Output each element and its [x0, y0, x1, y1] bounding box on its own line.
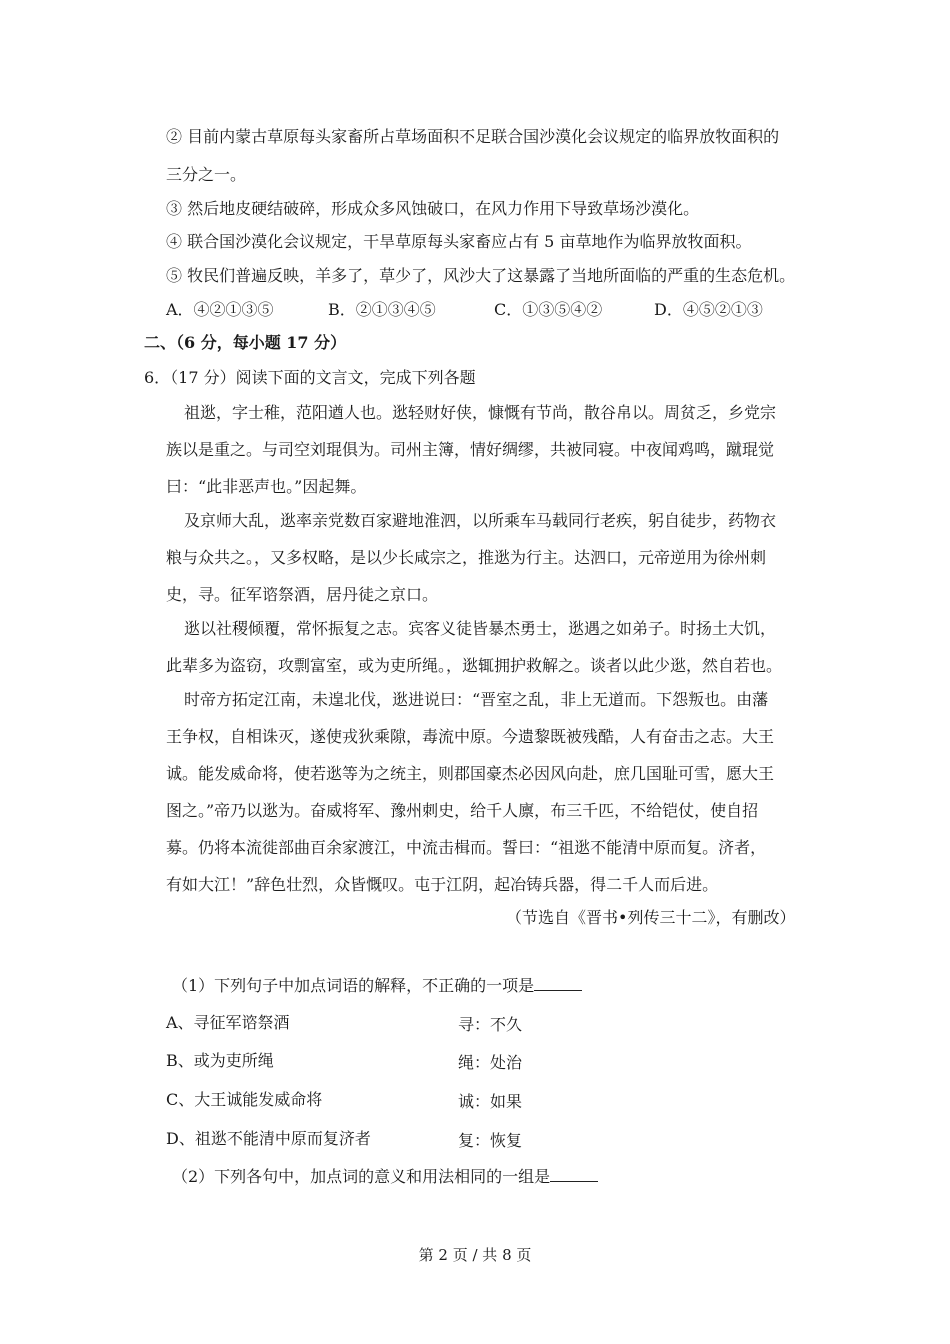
- passage-line: 募。仍将本流徙部曲百余家渡江，中流击楫而。誓曰：“祖逖不能清中原而复。济者，: [166, 838, 767, 857]
- sub2-question: [172, 1167, 598, 1187]
- page-number: 第 2 页 / 共 8 页: [418, 1246, 532, 1264]
- passage-line: 逖以社稷倾覆，常怀振复之志。宾客义徒皆暴杰勇士，逖遇之如弟子。时扬土大饥，: [184, 619, 777, 638]
- passage-line: 及京师大乱，逖率亲党数百家避地淮泗，以所乘车马载同行老疾，躬自徒步，药物衣: [184, 511, 777, 530]
- sub1-option-c-sentence: C、大王诚能发威命将: [166, 1090, 323, 1109]
- passage-line: 曰：“此非恶声也。”因起舞。: [166, 477, 367, 496]
- passage-line: 王争权，自相诛灭，遂使戎狄乘隙，毒流中原。今遗黎既被残酷，人有奋击之志。大王: [166, 727, 775, 746]
- passage-line: 祖逖，字士稚，范阳遒人也。逖轻财好侠，慷慨有节尚，散谷帛以。周贫乏，乡党宗: [184, 403, 777, 422]
- q5-option-b: B．②①③④⑤: [328, 300, 436, 319]
- passage-line: 有如大江！”辞色壮烈，众皆慨叹。屯于江阴，起冶铸兵器，得二千人而后进。: [166, 875, 719, 894]
- sub1-option-a-sentence: A、寻征军谘祭酒: [166, 1013, 290, 1032]
- sub1-option-a-gloss: 寻：不久: [458, 1015, 523, 1034]
- passage-source: （节选自《晋书•列传三十二》，有删改）: [506, 908, 796, 927]
- sub1-option-d-gloss: 复：恢复: [458, 1131, 523, 1150]
- sub1-question: [172, 976, 582, 996]
- q5-option-d: D．④⑤②①③: [654, 300, 763, 319]
- answer-blank[interactable]: [550, 1167, 598, 1182]
- passage-line: 粮与众共之。，又多权略，是以少长咸宗之，推逖为行主。达泗口，元帝逆用为徐州刺: [166, 548, 767, 567]
- sub1-question-text: （1）下列句子中加点词语的解释，不正确的一项是: [172, 976, 535, 995]
- q6-title: 6．（17 分）阅读下面的文言文，完成下列各题: [144, 368, 476, 387]
- passage-line: 族以是重之。与司空刘琨俱为。司州主簿，情好绸缪，共被同寝。中夜闻鸡鸣，蹴琨觉: [166, 440, 775, 459]
- q5-item-3: ③ 然后地皮硬结破碎，形成众多风蚀破口，在风力作用下导致草场沙漠化。: [166, 199, 700, 218]
- sub1-option-c-gloss: 诚：如果: [458, 1092, 523, 1111]
- answer-blank[interactable]: [534, 976, 582, 991]
- section-two-heading: 二、（6 分，每小题 17 分）: [144, 333, 347, 352]
- passage-line: 时帝方拓定江南，未遑北伐，逖进说曰：“晋室之乱，非上无道而。下怨叛也。由藩: [184, 690, 769, 709]
- q5-item-2-line1: ② 目前内蒙古草原每头家畜所占草场面积不足联合国沙漠化会议规定的临界放牧面积的: [166, 127, 780, 146]
- q5-item-4: ④ 联合国沙漠化会议规定，干旱草原每头家畜应占有 5 亩草地作为临界放牧面积。: [166, 232, 752, 251]
- passage-line: 图之。”帝乃以逖为。奋威将军、豫州刺史，给千人廪，布三千匹，不给铠仗，使自招: [166, 801, 759, 820]
- q5-item-5: ⑤ 牧民们普遍反映，羊多了，草少了，风沙大了这暴露了当地所面临的严重的生态危机。: [166, 266, 796, 285]
- sub1-option-d-sentence: D、祖逖不能清中原而复济者: [166, 1129, 371, 1148]
- q5-option-a: A．④②①③⑤: [166, 300, 274, 319]
- passage-line: 史，寻。征军谘祭酒，居丹徒之京口。: [166, 585, 439, 604]
- sub2-question-text: （2）下列各句中，加点词的意义和用法相同的一组是: [172, 1167, 551, 1186]
- q5-option-c: C．①③⑤④②: [494, 300, 603, 319]
- passage-line: 诚。能发威命将，使若逖等为之统主，则郡国豪杰必因风向赴，庶几国耻可雪，愿大王: [166, 764, 775, 783]
- q5-item-2-line2: 三分之一。: [166, 165, 247, 184]
- sub1-option-b-gloss: 绳：处治: [458, 1053, 523, 1072]
- sub1-option-b-sentence: B、或为吏所绳: [166, 1051, 274, 1070]
- passage-line: 此辈多为盗窃，攻剽富室，或为吏所绳。，逖辄拥护救解之。谈者以此少逖，然自若也。: [166, 656, 783, 675]
